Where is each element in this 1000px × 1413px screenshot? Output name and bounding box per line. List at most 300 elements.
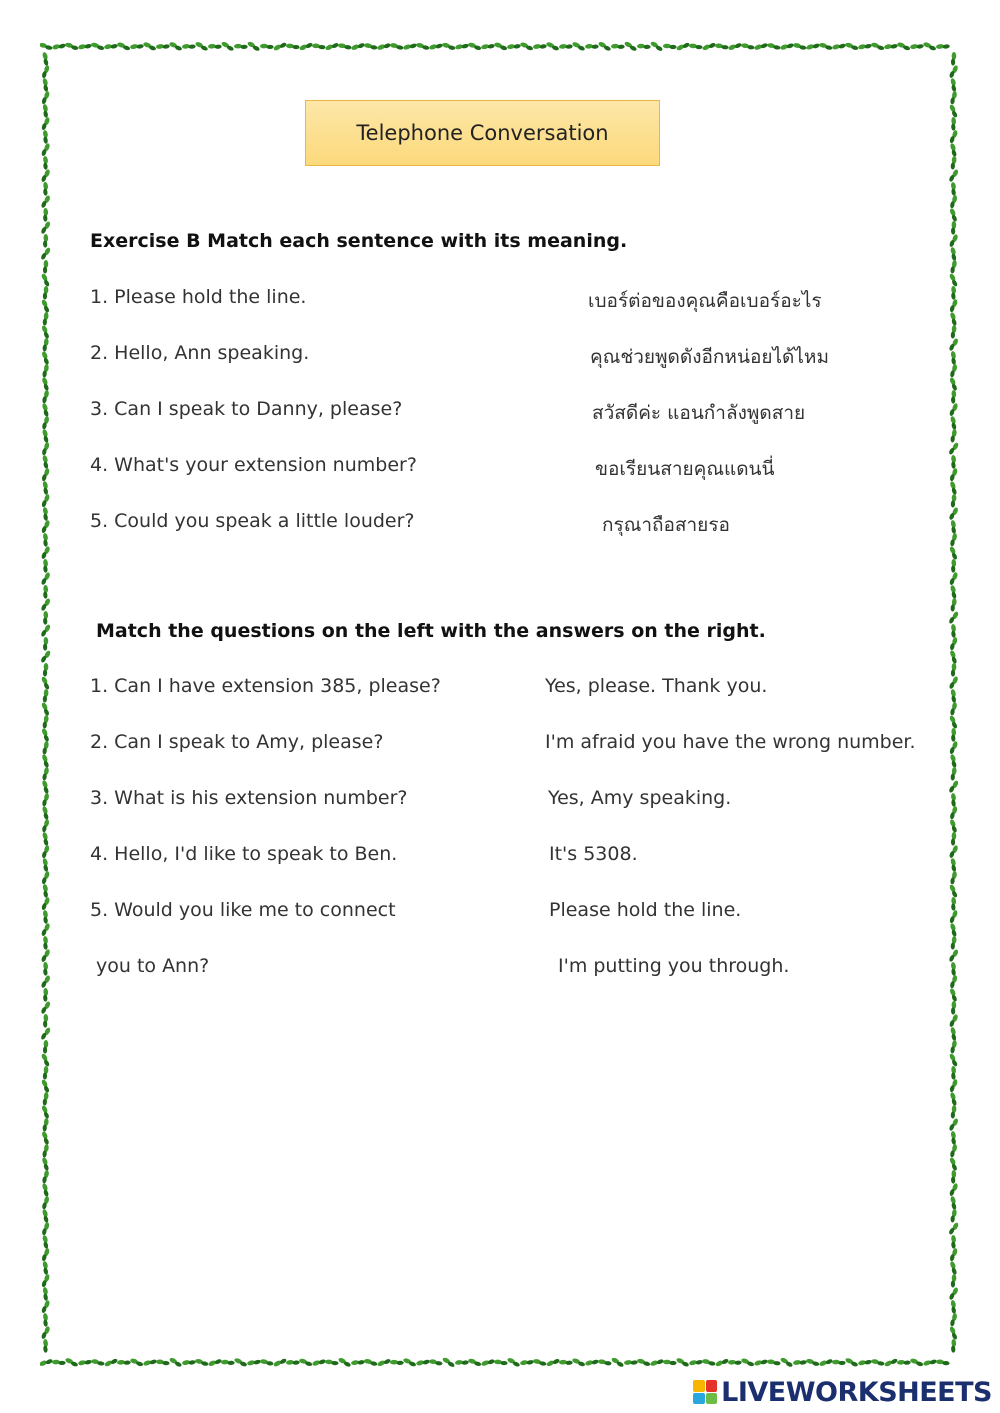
leaf-sprig: [948, 1117, 959, 1132]
leaf-sprig: [948, 1221, 959, 1236]
exercise-c-answer-1: Yes, please. Thank you.: [545, 675, 768, 697]
leaf-sprig: [949, 636, 958, 651]
leaf-sprig: [42, 559, 49, 573]
leaf-sprig: [951, 494, 957, 508]
leaf-sprig: [949, 481, 959, 496]
leaf-sprig: [950, 897, 957, 911]
leaf-sprig: [884, 42, 898, 50]
leaf-sprig: [41, 948, 51, 963]
leaf-sprig: [42, 910, 50, 924]
leaf-sprig: [949, 1027, 958, 1042]
leaf-sprig: [950, 182, 958, 196]
leaf-sprig: [909, 1358, 924, 1367]
exercise-c-answer-6: I'm putting you through.: [558, 955, 790, 977]
leaf-sprig: [949, 64, 959, 79]
leaf-sprig: [545, 41, 560, 51]
leaf-sprig: [950, 1131, 958, 1145]
leaf-sprig: [41, 1273, 50, 1288]
leaf-sprig: [948, 715, 959, 730]
leaf-sprig: [143, 1358, 158, 1368]
leaf-sprig: [351, 41, 366, 51]
leaf-sprig: [923, 1358, 938, 1368]
leaf-sprig: [64, 42, 79, 51]
leaf-sprig: [948, 104, 959, 119]
leaf-sprig: [40, 42, 53, 50]
leaf-sprig: [767, 1359, 781, 1365]
leaf-sprig: [325, 1359, 339, 1365]
leaf-sprig: [455, 1359, 469, 1366]
leaf-sprig: [951, 1170, 957, 1184]
leaf-sprig: [950, 195, 958, 209]
leaf-sprig: [533, 43, 547, 51]
leaf-sprig: [43, 234, 49, 248]
leaf-sprig: [41, 1157, 51, 1172]
leaf-sprig: [481, 42, 496, 51]
leaf-sprig: [950, 429, 957, 443]
leaf-sprig: [40, 754, 50, 769]
leaf-sprig: [870, 42, 885, 51]
leaf-sprig: [312, 43, 326, 49]
leaf-sprig: [871, 1359, 885, 1366]
leaf-sprig: [246, 41, 261, 52]
leaf-sprig: [805, 1358, 819, 1366]
leaf-sprig: [40, 1357, 53, 1367]
leaf-sprig: [403, 42, 418, 52]
leaf-sprig: [948, 377, 959, 392]
leaf-sprig: [40, 1053, 51, 1067]
exercise-c-question-5: 5. Would you like me to connect: [90, 899, 396, 921]
leaf-sprig: [949, 909, 958, 924]
exercise-b-english-3: 3. Can I speak to Danny, please?: [90, 398, 403, 420]
leaf-sprig: [949, 1300, 957, 1314]
leaf-sprig: [364, 43, 378, 50]
leaf-sprig: [42, 962, 49, 976]
liveworksheets-logo[interactable]: [693, 1375, 992, 1409]
leaf-sprig: [377, 41, 392, 51]
leaf-sprig: [494, 1360, 508, 1366]
leaf-sprig: [195, 1358, 209, 1366]
liveworksheets-logo-text: LIVEWORKSHEETS: [721, 1376, 992, 1408]
leaf-sprig: [949, 740, 958, 755]
leaf-sprig: [42, 182, 49, 196]
leaf-sprig: [598, 1359, 612, 1366]
leaf-sprig: [42, 338, 49, 352]
leaf-sprig: [741, 43, 755, 50]
leaf-sprig: [41, 403, 51, 418]
leaf-sprig: [519, 42, 534, 52]
leaf-sprig: [42, 819, 50, 833]
leaf-sprig: [42, 767, 49, 781]
leaf-sprig: [156, 43, 170, 50]
leaf-sprig: [43, 637, 49, 651]
leaf-sprig: [78, 1358, 93, 1367]
leaf-sprig: [806, 42, 821, 52]
leaf-sprig: [40, 702, 51, 717]
leaf-sprig: [950, 455, 957, 469]
leaf-sprig: [142, 41, 157, 51]
leaf-sprig: [286, 44, 300, 50]
leaf-sprig: [767, 43, 781, 50]
leaf-sprig: [950, 533, 958, 547]
leaf-sprig: [377, 1357, 392, 1368]
leaf-sprig: [455, 42, 470, 51]
leaf-sprig: [233, 1357, 248, 1367]
leaf-sprig: [42, 793, 50, 807]
exercise-c-answer-2: I'm afraid you have the wrong number.: [545, 731, 916, 753]
leaf-sprig: [41, 116, 50, 131]
leaf-sprig: [42, 1170, 49, 1184]
leaf-sprig: [950, 1040, 957, 1054]
leaf-sprig: [951, 832, 957, 846]
leaf-sprig: [182, 43, 196, 50]
leaf-sprig: [41, 104, 49, 118]
leaf-sprig: [948, 1326, 959, 1341]
leaf-sprig: [949, 1092, 959, 1107]
leaf-sprig: [41, 1209, 50, 1224]
exercise-b-thai-2: คุณช่วยพูดดังอีกหน่อยได้ไหม: [590, 346, 829, 368]
leaf-sprig: [40, 597, 51, 612]
leaf-sprig: [585, 43, 599, 50]
leaf-sprig: [951, 52, 957, 66]
leaf-sprig: [247, 1358, 262, 1367]
leaf-sprig: [949, 247, 958, 262]
exercise-c-answer-3: Yes, Amy speaking.: [548, 787, 732, 809]
leaf-sprig: [507, 42, 521, 50]
leaf-sprig: [42, 390, 49, 404]
leaf-sprig: [950, 962, 958, 976]
leaf-sprig: [793, 1359, 807, 1367]
leaf-sprig: [949, 675, 959, 690]
leaf-sprig: [41, 870, 50, 885]
leaf-sprig: [117, 1359, 131, 1366]
leaf-sprig: [948, 337, 959, 352]
leaf-sprig: [702, 1359, 716, 1366]
leaf-sprig: [208, 1357, 223, 1368]
exercise-b-english-1: 1. Please hold the line.: [90, 286, 307, 308]
exercise-b-english-4: 4. What's your extension number?: [90, 454, 417, 476]
leaf-sprig: [208, 43, 222, 50]
leaf-sprig: [623, 41, 638, 52]
leaf-sprig: [234, 43, 248, 49]
leaf-sprig: [41, 922, 51, 937]
leaf-sprig: [41, 1221, 49, 1235]
leaf-sprig: [41, 467, 50, 482]
leaf-sprig: [286, 1359, 300, 1366]
leaf-sprig: [948, 273, 959, 287]
leaf-sprig: [91, 1359, 105, 1366]
leaf-sprig: [42, 1339, 49, 1353]
leaf-sprig: [948, 884, 959, 899]
leaf-sprig: [43, 1092, 49, 1106]
leaf-sprig: [949, 78, 958, 93]
leaf-sprig: [42, 533, 50, 547]
leaf-sprig: [949, 1196, 958, 1211]
leaf-sprig: [41, 168, 51, 183]
leaf-sprig: [950, 351, 958, 365]
leaf-sprig: [948, 1286, 958, 1301]
leaf-sprig: [950, 364, 958, 378]
leaf-sprig: [41, 1235, 50, 1250]
leaf-sprig: [949, 754, 959, 769]
leaf-sprig: [950, 1209, 957, 1223]
exercise-b-thai-1: เบอร์ต่อของคุณคือเบอร์อะไร: [588, 290, 822, 312]
leaf-sprig: [779, 1357, 794, 1368]
leaf-sprig: [949, 233, 959, 248]
leaf-sprig: [949, 1078, 958, 1093]
leaf-sprig: [949, 416, 958, 431]
leaf-sprig: [41, 896, 50, 911]
leaf-sprig: [41, 142, 51, 157]
leaf-sprig: [467, 42, 482, 51]
leaf-sprig: [42, 1287, 50, 1301]
leaf-sprig: [636, 1358, 651, 1367]
leaf-sprig: [936, 43, 950, 50]
leaf-sprig: [40, 649, 51, 664]
leaf-sprig: [168, 41, 183, 51]
worksheet-title-box: [305, 100, 660, 166]
exercise-c-question-1: 1. Can I have extension 385, please?: [90, 675, 441, 697]
leaf-sprig: [42, 1196, 50, 1210]
leaf-sprig: [571, 41, 586, 51]
leaf-sprig: [936, 1359, 950, 1365]
leaf-sprig: [41, 858, 50, 873]
leaf-sprig: [42, 585, 49, 599]
leaf-sprig: [611, 43, 625, 49]
leaf-sprig: [41, 1183, 51, 1198]
leaf-sprig: [194, 41, 209, 51]
leaf-sprig: [948, 779, 959, 794]
leaf-sprig: [950, 1144, 958, 1158]
leaf-sprig: [949, 298, 958, 313]
leaf-sprig: [559, 1359, 573, 1365]
leaf-sprig: [559, 43, 573, 50]
leaf-sprig: [40, 623, 51, 638]
leaf-sprig: [663, 44, 677, 49]
leaf-sprig: [950, 1339, 956, 1353]
leaf-sprig: [844, 42, 859, 51]
leaf-sprig: [650, 1357, 665, 1367]
leaf-sprig: [949, 143, 959, 158]
leaf-sprig: [41, 545, 51, 560]
leaf-sprig: [41, 52, 50, 67]
leaf-sprig: [40, 299, 51, 314]
leaf-sprig: [40, 246, 51, 261]
leaf-sprig: [637, 43, 651, 49]
leaf-sprig: [104, 42, 118, 50]
exercise-c-heading: Match the questions on the left with the answers on the right.: [96, 620, 766, 642]
leaf-sprig: [130, 42, 144, 50]
leaf-sprig: [41, 844, 50, 859]
leaf-sprig: [41, 1325, 51, 1340]
leaf-sprig: [416, 1358, 431, 1367]
leaf-sprig: [260, 1359, 274, 1366]
leaf-sprig: [951, 156, 957, 170]
leaf-sprig: [715, 1357, 730, 1368]
leaf-sprig: [950, 1235, 957, 1249]
leaf-sprig: [52, 1360, 66, 1366]
leaf-sprig: [950, 117, 957, 131]
leaf-sprig: [585, 1358, 600, 1367]
leaf-sprig: [949, 1247, 958, 1262]
liveworksheets-logo-icon: [693, 1380, 717, 1404]
leaf-sprig: [325, 41, 340, 52]
leaf-sprig: [116, 42, 131, 51]
leaf-sprig: [951, 390, 957, 404]
leaf-sprig: [43, 1066, 49, 1080]
leaf-sprig: [40, 974, 50, 989]
leaf-sprig: [950, 793, 958, 807]
leaf-sprig: [42, 715, 48, 729]
leaf-sprig: [793, 43, 807, 51]
leaf-sprig: [951, 936, 957, 950]
leaf-sprig: [41, 780, 51, 795]
leaf-sprig: [948, 1053, 959, 1067]
leaf-sprig: [337, 1357, 352, 1368]
leaf-sprig: [949, 1261, 959, 1276]
leaf-sprig: [689, 1358, 704, 1367]
exercise-c-question-2: 2. Can I speak to Amy, please?: [90, 731, 384, 753]
leaf-sprig: [41, 832, 50, 847]
leaf-sprig: [949, 312, 959, 327]
leaf-sprig: [949, 1182, 959, 1197]
exercise-b-english-5: 5. Could you speak a little louder?: [90, 510, 415, 532]
leaf-sprig: [40, 1026, 51, 1041]
leaf-sprig: [676, 41, 691, 52]
leaf-sprig: [364, 1358, 378, 1366]
leaf-sprig: [41, 441, 49, 455]
leaf-sprig: [951, 1274, 957, 1288]
leaf-sprig: [949, 571, 959, 586]
leaf-sprig: [42, 1144, 49, 1158]
leaf-sprig: [40, 1079, 51, 1094]
leaf-sprig: [41, 519, 51, 534]
leaf-sprig: [40, 1000, 51, 1015]
exercise-b-english-2: 2. Hello, Ann speaking.: [90, 342, 310, 364]
leaf-sprig: [949, 129, 958, 144]
leaf-sprig: [728, 1359, 742, 1366]
leaf-sprig: [41, 455, 50, 470]
leaf-sprig: [40, 220, 51, 235]
leaf-sprig: [260, 44, 274, 50]
leaf-sprig: [40, 273, 51, 287]
leaf-sprig: [949, 805, 957, 819]
leaf-sprig: [40, 1105, 51, 1120]
leaf-sprig: [948, 819, 958, 834]
leaf-sprig: [168, 1357, 183, 1368]
leaf-sprig: [689, 43, 703, 49]
leaf-sprig: [948, 1157, 959, 1172]
leaf-sprig: [41, 64, 50, 79]
leaf-sprig: [948, 988, 959, 1003]
leaf-sprig: [951, 1001, 957, 1015]
leaf-sprig: [41, 1247, 50, 1262]
leaf-sprig: [41, 1299, 51, 1314]
leaf-sprig: [41, 1261, 50, 1276]
leaf-sprig: [884, 1357, 899, 1368]
leaf-sprig: [43, 689, 49, 703]
leaf-sprig: [949, 467, 958, 482]
leaf-sprig: [949, 520, 957, 534]
leaf-sprig: [41, 78, 50, 93]
leaf-sprig: [950, 728, 957, 742]
leaf-sprig: [948, 441, 959, 456]
leaf-sprig: [42, 1118, 49, 1132]
leaf-sprig: [156, 1359, 170, 1365]
leaf-sprig: [42, 611, 48, 625]
leaf-sprig: [43, 286, 49, 300]
exercise-c-question-5-cont: you to Ann?: [96, 955, 210, 977]
leaf-sprig: [40, 194, 50, 209]
leaf-sprig: [221, 1359, 235, 1365]
leaf-sprig: [41, 429, 50, 444]
leaf-sprig: [467, 1358, 482, 1367]
leaf-sprig: [42, 416, 50, 430]
leaf-sprig: [896, 42, 911, 51]
leaf-sprig: [42, 936, 49, 950]
leaf-sprig: [949, 689, 958, 704]
leaf-sprig: [950, 91, 957, 105]
leaf-sprig: [390, 1359, 404, 1365]
leaf-sprig: [819, 1357, 834, 1367]
leaf-sprig: [43, 1014, 49, 1028]
leaf-sprig: [663, 1360, 677, 1365]
leaf-sprig: [728, 41, 743, 52]
leaf-sprig: [338, 43, 352, 50]
leaf-sprig: [104, 1357, 119, 1368]
leaf-sprig: [949, 844, 959, 859]
leaf-sprig: [42, 156, 49, 170]
leaf-sprig: [41, 884, 49, 898]
leaf-sprig: [40, 325, 51, 340]
leaf-sprig: [429, 42, 444, 51]
leaf-sprig: [41, 90, 50, 105]
leaf-sprig: [858, 1358, 873, 1367]
leaf-sprig: [220, 41, 235, 52]
leaf-sprig: [64, 1357, 79, 1367]
leaf-sprig: [390, 43, 404, 50]
leaf-sprig: [832, 42, 847, 51]
leaf-sprig: [922, 41, 937, 51]
exercise-b-thai-4: ขอเรียนสายคุณแดนนี่: [595, 458, 775, 480]
leaf-sprig: [948, 506, 958, 521]
leaf-sprig: [42, 364, 49, 378]
leaf-sprig: [819, 42, 833, 50]
leaf-sprig: [949, 858, 958, 873]
leaf-sprig: [441, 42, 455, 50]
leaf-sprig: [571, 1358, 586, 1368]
leaf-sprig: [702, 41, 717, 52]
leaf-sprig: [780, 41, 795, 51]
leaf-sprig: [533, 1359, 547, 1367]
exercise-b-thai-5: กรุณาถือสายรอ: [602, 514, 730, 536]
leaf-sprig: [299, 41, 314, 52]
leaf-sprig: [740, 1358, 755, 1367]
leaf-sprig: [42, 988, 49, 1002]
leaf-sprig: [948, 546, 959, 561]
leaf-sprig: [832, 1360, 846, 1366]
leaf-sprig: [948, 650, 958, 665]
leaf-sprig: [40, 676, 51, 691]
leaf-sprig: [129, 1358, 144, 1367]
leaf-sprig: [43, 1040, 49, 1054]
leaf-sprig: [949, 923, 959, 938]
leaf-sprig: [610, 1357, 625, 1368]
leaf-sprig: [42, 741, 49, 755]
leaf-sprig: [506, 1357, 521, 1367]
exercise-c-answer-5: Please hold the line.: [549, 899, 742, 921]
leaf-sprig: [441, 1357, 456, 1368]
leaf-sprig: [951, 221, 957, 235]
